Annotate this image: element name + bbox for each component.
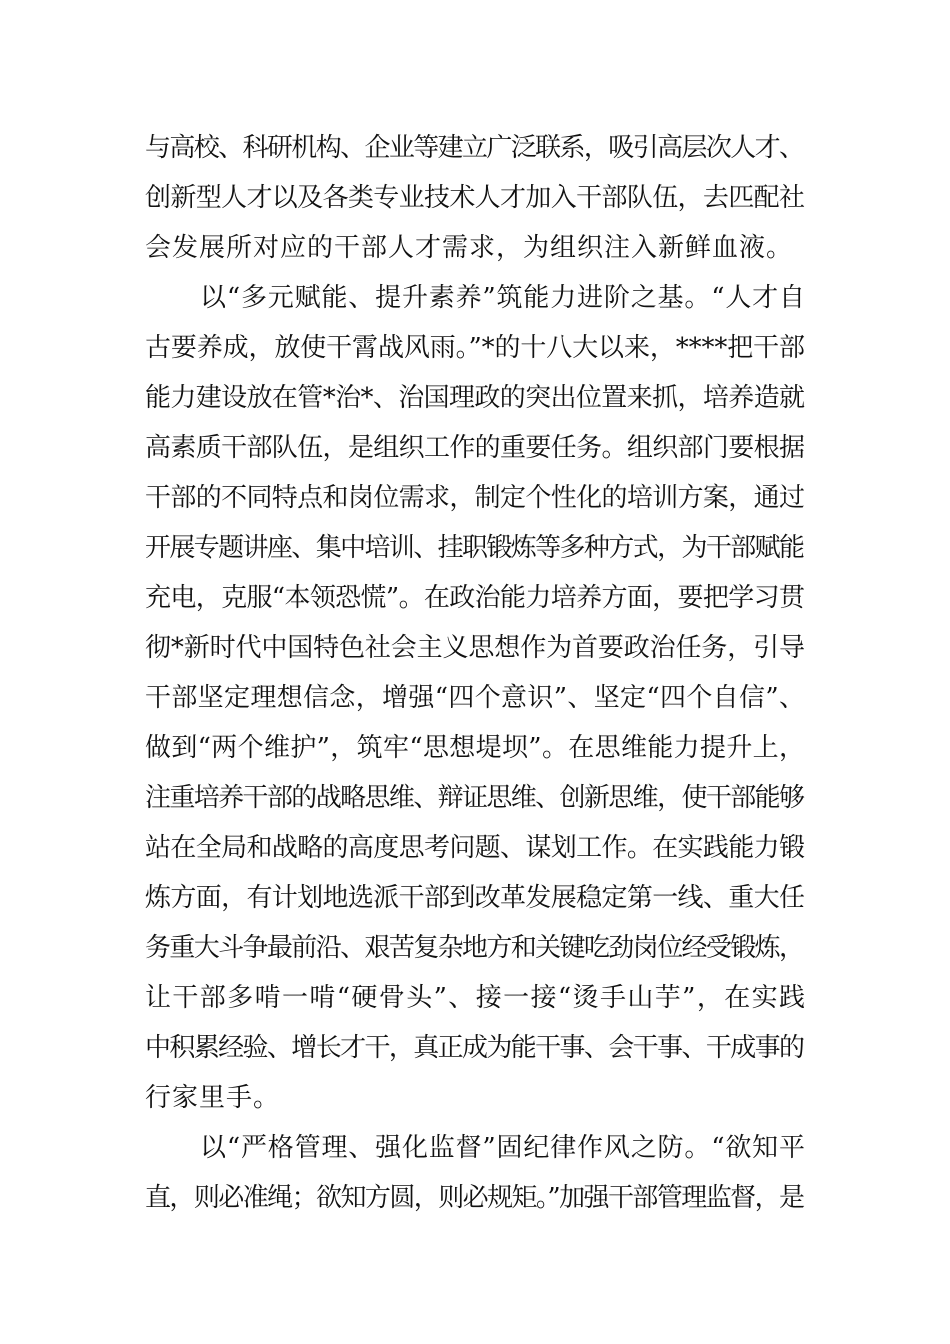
text-line: 古要养成，放使干霄战风雨。”*的十八大以来，****把干部	[145, 333, 805, 363]
text-line: 彻*新时代中国特色社会主义思想作为首要政治任务，引导	[145, 633, 805, 663]
body-text	[145, 123, 805, 1223]
text-line: 务重大斗争最前沿、艰苦复杂地方和关键吃劲岗位经受锻炼，	[145, 933, 804, 963]
text-line: 注重培养干部的战略思维、辩证思维、创新思维，使干部能够	[145, 783, 804, 813]
text-line: 以“多元赋能、提升素养”筑能力进阶之基。“人才自	[200, 283, 806, 313]
text-line: 高素质干部队伍，是组织工作的重要任务。组织部门要根据	[145, 433, 805, 463]
text-line: 充电，克服“本领恐慌”。在政治能力培养方面，要把学习贯	[145, 583, 805, 613]
text-line: 行家里手。	[145, 1083, 281, 1113]
text-line: 能力建设放在管*治*、治国理政的突出位置来抓，培养造就	[145, 383, 805, 413]
text-line: 站在全局和战略的高度思考问题、谋划工作。在实践能力锻	[145, 833, 805, 863]
text-line: 创新型人才以及各类专业技术人才加入干部队伍，去匹配社	[145, 183, 805, 213]
text-line: 干部的不同特点和岗位需求，制定个性化的培训方案，通过	[145, 483, 805, 513]
text-line: 做到“两个维护”，筑牢“思想堤坝”。在思维能力提升上，	[145, 733, 806, 763]
text-line: 会发展所对应的干部人才需求，为组织注入新鲜血液。	[145, 233, 794, 263]
text-line: 让干部多啃一啃“硬骨头”、接一接“烫手山芋”，在实践	[145, 983, 807, 1013]
text-line: 炼方面，有计划地选派干部到改革发展稳定第一线、重大任	[145, 883, 805, 913]
paragraph-discipline-supervision	[145, 1123, 805, 1223]
paragraph-talent-recruitment	[145, 123, 805, 273]
text-line: 干部坚定理想信念，增强“四个意识”、坚定“四个自信”、	[145, 683, 806, 713]
text-line: 直，则必准绳；欲知方圆，则必规矩。”加强干部管理监督，是	[145, 1183, 804, 1213]
text-line: 开展专题讲座、集中培训、挂职锻炼等多种方式，为干部赋能	[145, 533, 804, 563]
text-line: 以“严格管理、强化监督”固纪律作风之防。“欲知平	[200, 1133, 806, 1163]
text-line: 中积累经验、增长才干，真正成为能干事、会干事、干成事的	[145, 1033, 804, 1063]
paragraph-capability-building	[145, 273, 805, 1123]
text-line: 与高校、科研机构、企业等建立广泛联系，吸引高层次人才、	[145, 133, 804, 163]
